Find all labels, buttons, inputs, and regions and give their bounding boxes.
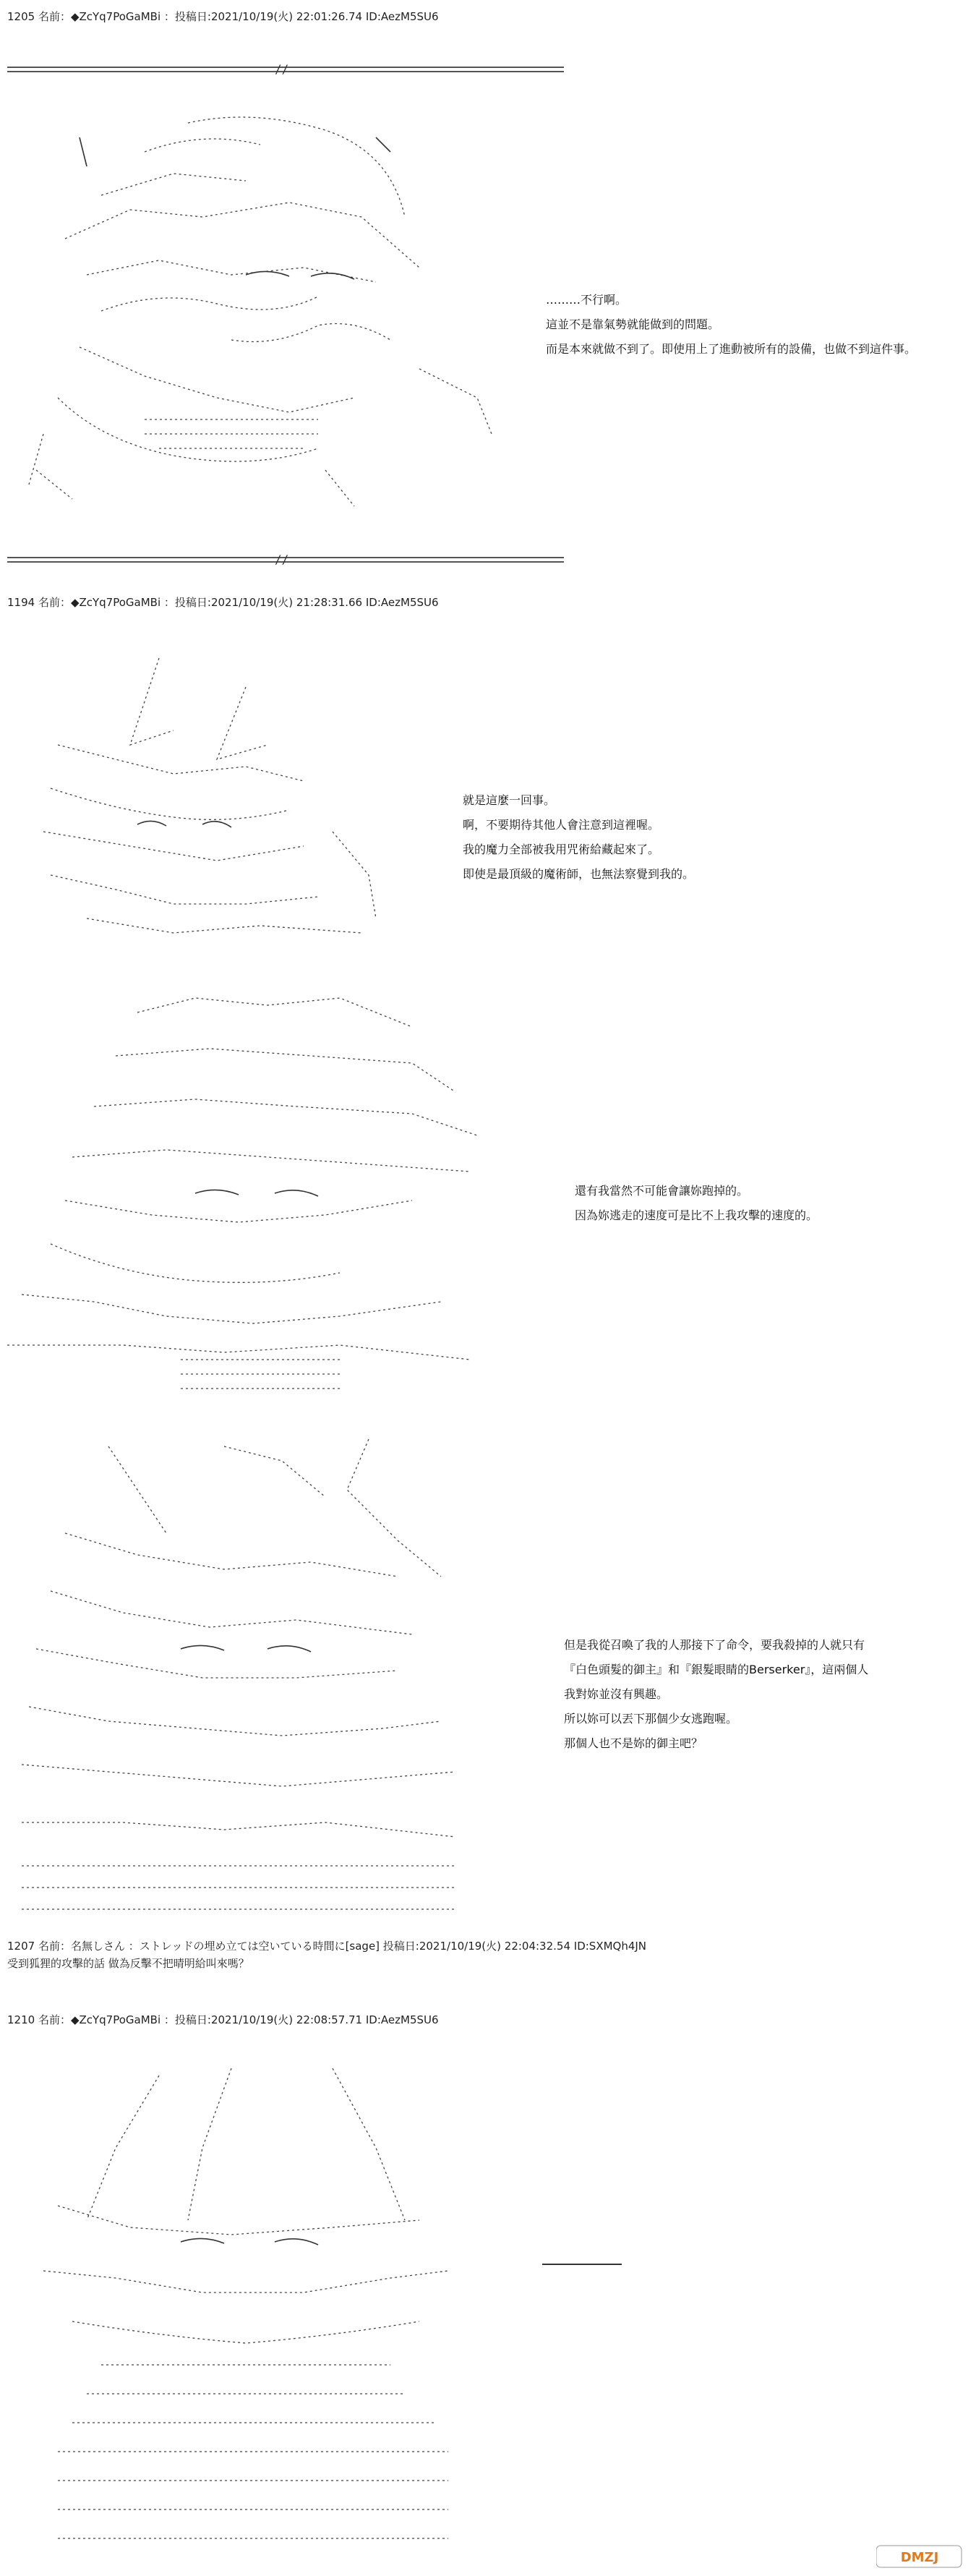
post-header-1194: 1194 名前：◆ZcYq7PoGaMBi ：投稿日:2021/10/19(火) 21:28:31.66 ID:AezM5SU6 [7, 596, 439, 609]
ascii-art-fox-character [29, 644, 405, 955]
separator-mark: // [275, 553, 289, 566]
ascii-art-character-2 [7, 984, 499, 1403]
reply-header-1207: 1207 名前：名無しさん ：ストレッドの埋め立ては空いている時間に[sage] 投稿日:2021/10/19(火) 22:04:32.54 ID:SXMQh4JN [7, 1940, 647, 1953]
post-header-1210: 1210 名前：◆ZcYq7PoGaMBi ：投稿日:2021/10/19(火) 22:08:57.71 ID:AezM5SU6 [7, 2013, 439, 2026]
ascii-art-character-4 [14, 2061, 492, 2567]
dialogue-line: ………不行啊。 [546, 293, 628, 307]
ascii-art-character-1 [14, 108, 513, 513]
reply-text-1207: 受到狐狸的攻擊的話 做為反擊不把晴明給叫來嗎？ [7, 1957, 249, 1970]
dialogue-line: 我的魔力全部被我用咒術給藏起來了。 [463, 843, 660, 856]
ascii-art-character-3 [7, 1432, 484, 1924]
site-logo [876, 2541, 963, 2570]
dialogue-line: 因為妳逃走的速度可是比不上我攻擊的速度的。 [575, 1208, 818, 1222]
post-header-1205: 1205 名前：◆ZcYq7PoGaMBi ：投稿日:2021/10/19(火) 22:01:26.74 ID:AezM5SU6 [7, 10, 439, 23]
dialogue-line: 所以妳可以丟下那個少女逃跑喔。 [564, 1712, 738, 1726]
dialogue-line: 即使是最頂級的魔術師，也無法察覺到我的。 [463, 867, 695, 881]
dialogue-line: 『白色頭髮的御主』和『銀髮眼睛的Berserker』，這兩個人 [564, 1663, 869, 1676]
dialogue-line: 還有我當然不可能會讓妳跑掉的。 [575, 1184, 749, 1198]
dialogue-block-1205 [546, 288, 916, 362]
separator [7, 553, 564, 567]
dialogue-line: 就是這麼一回事。 [463, 793, 556, 807]
dialogue-block-1194 [463, 788, 694, 887]
dialogue-line: 那個人也不是妳的御主吧？ [564, 1736, 703, 1750]
separator-mark: // [275, 62, 289, 76]
dialogue-line: 但是我從召喚了我的人那接下了命令，要我殺掉的人就只有 [564, 1638, 865, 1652]
logo-text: DMZJ [900, 2550, 939, 2565]
separator [7, 62, 564, 77]
dialogue-line: 我對妳並沒有興趣。 [564, 1687, 669, 1701]
dialogue-block-1194c [564, 1633, 868, 1756]
dialogue-block-1194b [575, 1179, 818, 1228]
dialogue-line: 而是本來就做不到了。即使用上了進動被所有的設備，也做不到這件事。 [546, 342, 917, 356]
dialogue-line: 啊，不要期待其他人會注意到這裡喔。 [463, 818, 660, 832]
divider-line [542, 2264, 622, 2265]
dialogue-line: 這並不是靠氣勢就能做到的問題。 [546, 317, 720, 331]
